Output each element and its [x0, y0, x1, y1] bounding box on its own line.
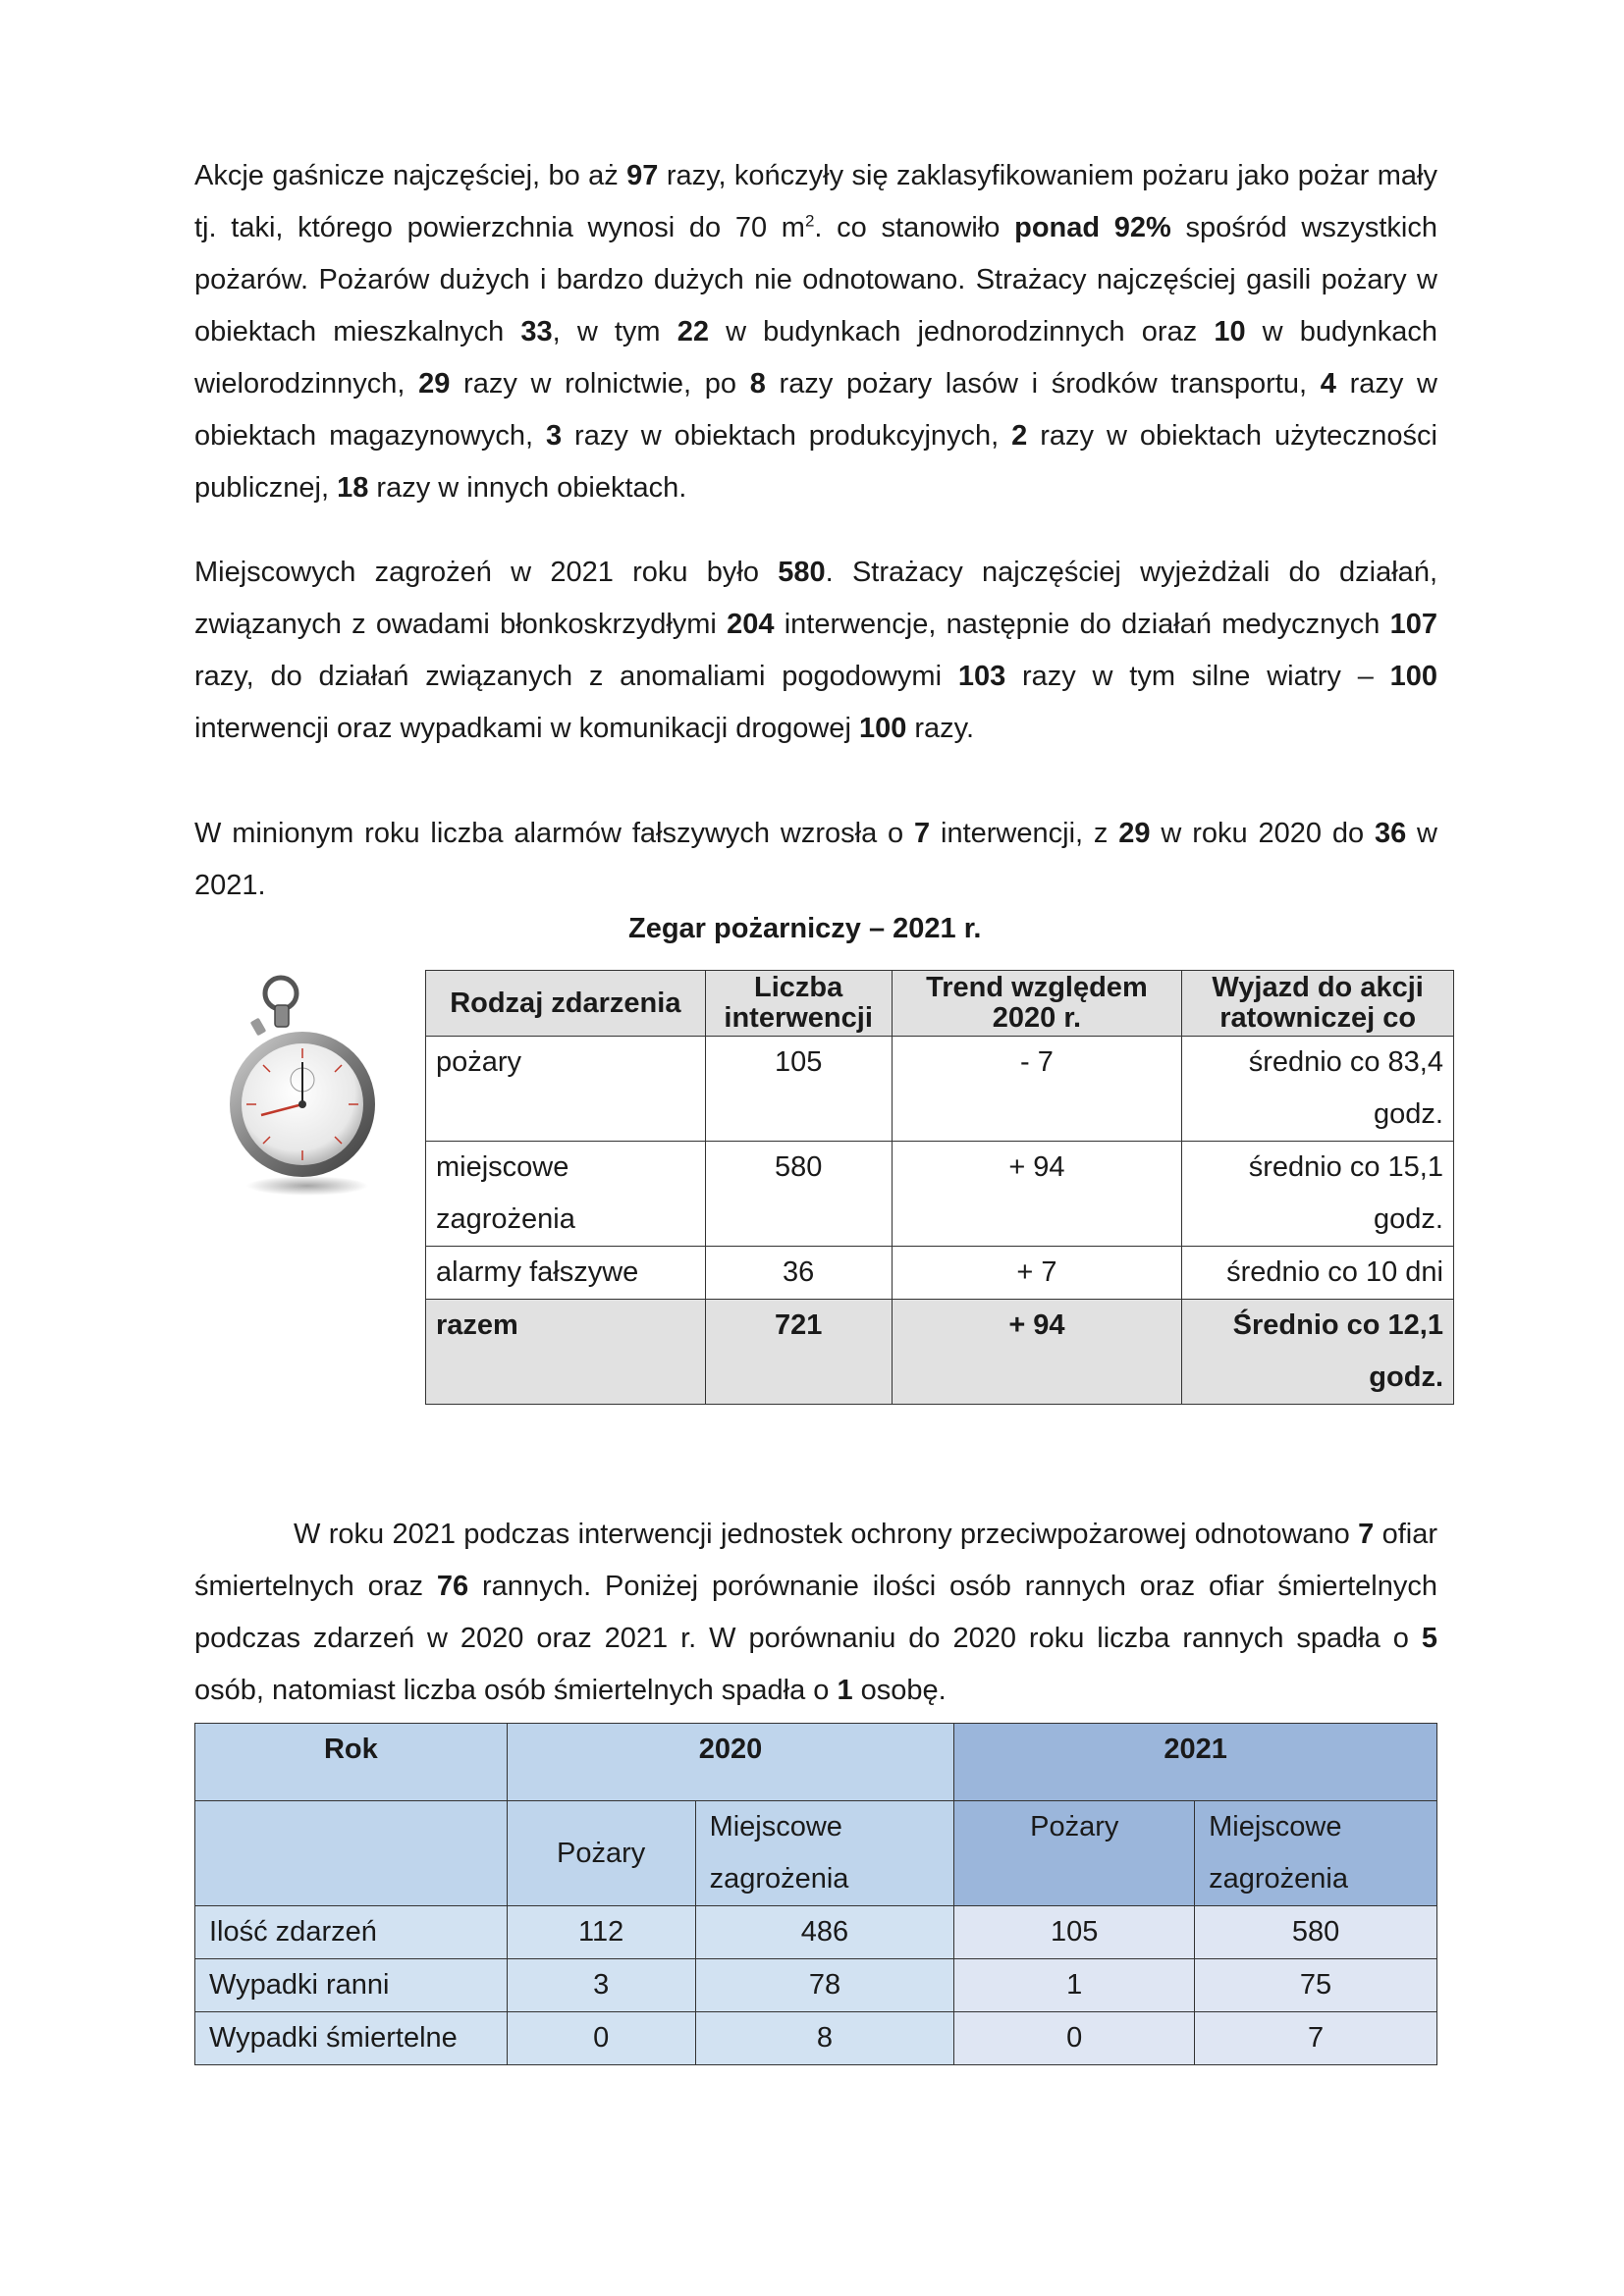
header-trend: Trend względem 2020 r. — [892, 971, 1182, 1037]
row-label: Ilość zdarzeń — [195, 1906, 508, 1959]
cell-value: 75 — [1195, 1959, 1437, 2012]
cell-total-label: razem — [426, 1300, 706, 1405]
cell-event-type: miejscowe zagrożenia — [426, 1142, 706, 1247]
cell-total-count: 721 — [705, 1300, 892, 1405]
cell-total-trend: + 94 — [892, 1300, 1182, 1405]
clock-table — [425, 970, 1454, 1405]
cell-trend: - 7 — [892, 1037, 1182, 1142]
cell-value: 105 — [954, 1906, 1195, 1959]
cell-value: 486 — [695, 1906, 954, 1959]
header-frequency: Wyjazd do akcji ratowniczej co — [1182, 971, 1454, 1037]
cell-count: 580 — [705, 1142, 892, 1247]
cell-value: 1 — [954, 1959, 1195, 2012]
cell-value: 112 — [507, 1906, 695, 1959]
cell-count: 36 — [705, 1247, 892, 1300]
clock-table-title: Zegar pożarniczy – 2021 r. — [628, 913, 982, 944]
table-row — [426, 1037, 1454, 1142]
paragraph-casualties: W roku 2021 podczas interwencji jednostek ochrony przeciwpożarowej odnotowano 7 ofiar śmiertelnych oraz 76 rannych. Poniżej porównanie ilości osób rannych oraz ofiar śmiertelnych podczas zdarzeń w 2020 oraz 2021 r. W porównaniu do 2020 roku liczba rannych spadła o 5 osób, natomiast liczba osób śmiertelnych spadła o 1 osobę. — [194, 1519, 1437, 1706]
header-event-type: Rodzaj zdarzenia — [426, 971, 706, 1037]
cell-trend: + 7 — [892, 1247, 1182, 1300]
cell-count: 105 — [705, 1037, 892, 1142]
subheader-2020-fires: Pożary — [507, 1801, 695, 1906]
cell-event-type: alarmy fałszywe — [426, 1247, 706, 1300]
paragraph-false-alarms: W minionym roku liczba alarmów fałszywych wzrosła o 7 interwencji, z 29 w roku 2020 do 36 w 2021. — [194, 818, 1437, 901]
clock-table-header-row — [426, 971, 1454, 1037]
table-row — [426, 1142, 1454, 1247]
row-label: Wypadki śmiertelne — [195, 2012, 508, 2065]
row-label: Wypadki ranni — [195, 1959, 508, 2012]
cell-value: 7 — [1195, 2012, 1437, 2065]
table-row — [426, 1247, 1454, 1300]
header-2021: 2021 — [954, 1724, 1437, 1801]
cell-value: 0 — [954, 2012, 1195, 2065]
subheader-2020-threats: Miejscowe zagrożenia — [695, 1801, 954, 1906]
cell-value: 3 — [507, 1959, 695, 2012]
cell-value: 580 — [1195, 1906, 1437, 1959]
cell-value: 8 — [695, 2012, 954, 2065]
cell-value: 78 — [695, 1959, 954, 2012]
comparison-year-row — [195, 1724, 1437, 1801]
header-interventions: Liczba interwencji — [705, 971, 892, 1037]
header-2020: 2020 — [507, 1724, 954, 1801]
comparison-subheader-row — [195, 1801, 1437, 1906]
comparison-table — [194, 1723, 1437, 2065]
table-row — [195, 1906, 1437, 1959]
stopwatch-icon — [224, 972, 381, 1198]
header-year: Rok — [195, 1724, 508, 1801]
table-row — [195, 1959, 1437, 2012]
cell-event-type: pożary — [426, 1037, 706, 1142]
cell-trend: + 94 — [892, 1142, 1182, 1247]
table-row — [195, 2012, 1437, 2065]
cell-total-frequency: Średnio co 12,1 godz. — [1182, 1300, 1454, 1405]
subheader-empty — [195, 1801, 508, 1906]
paragraph-fire-actions: Akcje gaśnicze najczęściej, bo aż 97 razy, kończyły się zaklasyfikowaniem pożaru jako pożar mały tj. taki, którego powierzchnia wynosi do 70 $m^2$. co stanowiło ponad 92% spośród wszystkich pożarów. Pożarów dużych i bardzo dużych nie odnotowano. Strażacy najczęściej gasili pożary w obiektach mieszkalnych 33, w tym 22 w budynkach jednorodzinnych oraz 10 w budynkach wielorodzinnych, 29 razy w rolnictwie, po 8 razy pożary lasów i środków transportu, 4 razy w obiektach magazynowych, 3 razy w obiektach produkcyjnych, 2 razy w obiektach użyteczności publicznej, 18 razy w innych obiektach. — [194, 160, 1437, 504]
cell-frequency: średnio co 15,1 godz. — [1182, 1142, 1454, 1247]
cell-value: 0 — [507, 2012, 695, 2065]
cell-frequency: średnio co 10 dni — [1182, 1247, 1454, 1300]
paragraph-local-threats: Miejscowych zagrożeń w 2021 roku było 580. Strażacy najczęściej wyjeżdżali do działań, związanych z owadami błonkoskrzydłymi 204 interwencje, następnie do działań medycznych 107 razy, do działań związanych z anomaliami pogodowymi 103 razy w tym silne wiatry – 100 interwencji oraz wypadkami w komunikacji drogowej 100 razy. — [194, 557, 1437, 744]
subheader-2021-threats: Miejscowe zagrożenia — [1195, 1801, 1437, 1906]
subheader-2021-fires: Pożary — [954, 1801, 1195, 1906]
table-total-row — [426, 1300, 1454, 1405]
cell-frequency: średnio co 83,4 godz. — [1182, 1037, 1454, 1142]
